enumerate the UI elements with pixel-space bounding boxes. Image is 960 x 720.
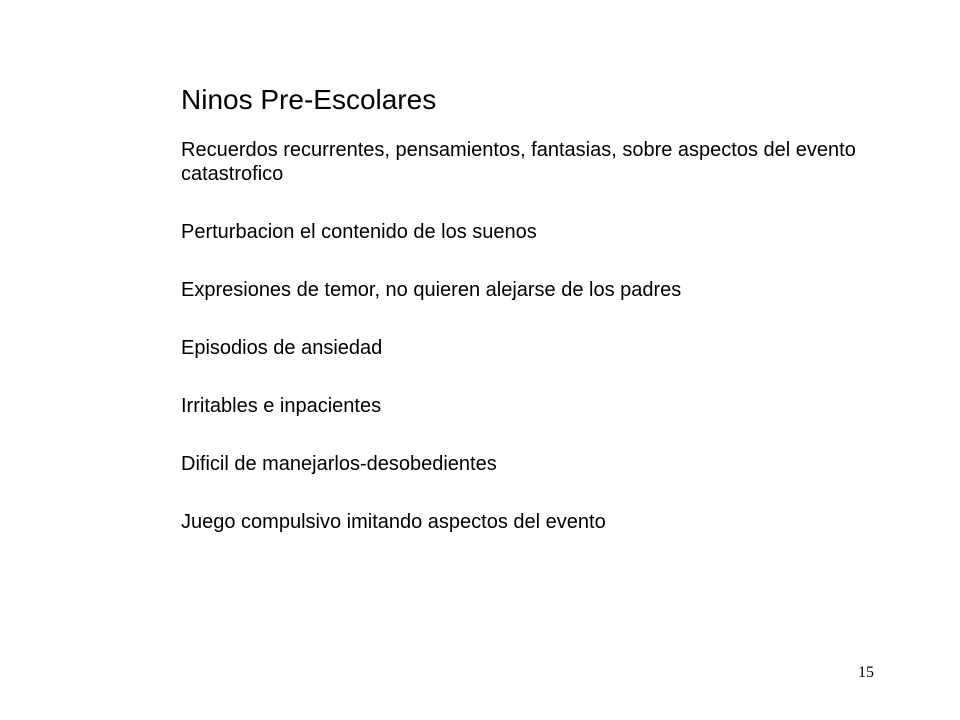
list-item: Irritables e inpacientes [181, 395, 382, 417]
list-item: Recuerdos recurrentes, pensamientos, fantasias, sobre aspectos del evento catastrofico [181, 139, 856, 185]
list-item: Expresiones de temor, no quieren alejarse de los padres [181, 279, 682, 301]
list-item: Juego compulsivo imitando aspectos del evento [181, 511, 606, 533]
slide-title: Ninos Pre-Escolares [181, 84, 437, 115]
page-number: 15 [858, 664, 874, 681]
symptom-list [181, 138, 881, 534]
list-item: Perturbacion el contenido de los suenos [181, 221, 537, 243]
slide-content [181, 82, 881, 568]
list-item: Episodios de ansiedad [181, 337, 383, 359]
list-item: Dificil de manejarlos-desobedientes [181, 453, 497, 475]
